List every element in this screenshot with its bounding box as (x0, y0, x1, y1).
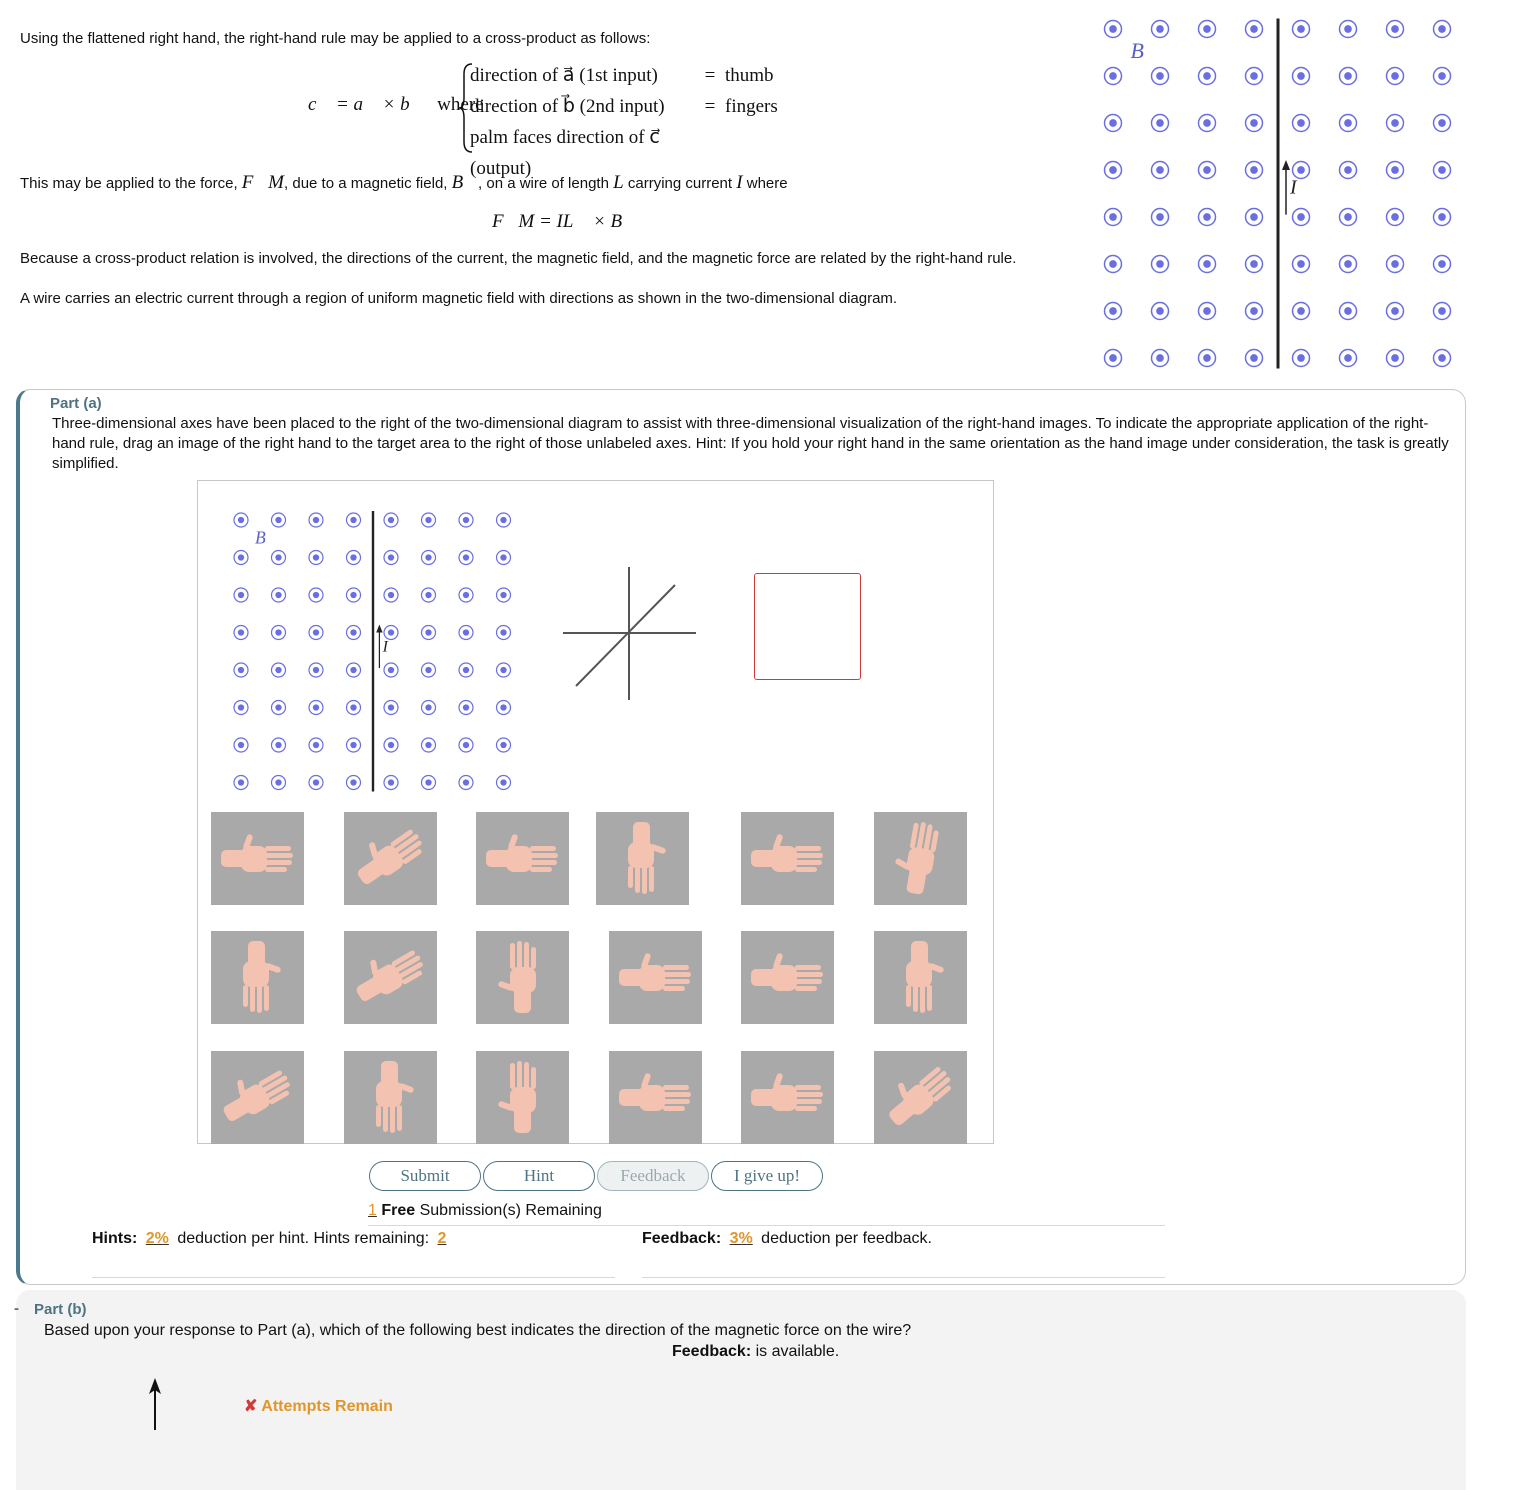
part-b-question: Based upon your response to Part (a), which of the following best indicates the direction of the magnetic force on the wire? (44, 1322, 912, 1339)
field-out-of-page-icon (384, 738, 398, 752)
field-out-of-page-icon (309, 588, 323, 602)
field-out-of-page-icon (497, 551, 511, 565)
field-out-of-page-icon (1105, 115, 1122, 132)
right-hand-icon (874, 812, 967, 905)
3d-axes-icon (560, 565, 700, 705)
field-out-of-page-icon (497, 701, 511, 715)
field-out-of-page-icon (1199, 303, 1216, 320)
feedback-label: Feedback: (642, 1230, 722, 1247)
field-out-of-page-icon (384, 701, 398, 715)
field-out-of-page-icon (1199, 68, 1216, 85)
right-hand-rule-table (470, 60, 778, 184)
field-out-of-page-icon (234, 588, 248, 602)
field-out-of-page-icon (1199, 21, 1216, 38)
field-out-of-page-icon (234, 776, 248, 790)
field-out-of-page-icon (1246, 115, 1263, 132)
field-out-of-page-icon (497, 738, 511, 752)
field-out-of-page-icon (1152, 209, 1169, 226)
field-out-of-page-icon (1340, 209, 1357, 226)
field-out-of-page-icon (1152, 115, 1169, 132)
field-out-of-page-icon (1387, 21, 1404, 38)
text: , on a wire of length (478, 175, 609, 192)
hand-image-tile[interactable] (741, 931, 834, 1024)
rule-row-left: palm faces direction of c⃗ (output) (470, 127, 660, 179)
field-out-of-page-icon (234, 738, 248, 752)
field-out-of-page-icon (1434, 21, 1451, 38)
field-out-of-page-icon (1152, 350, 1169, 367)
field-out-of-page-icon (422, 626, 436, 640)
field-out-of-page-icon (459, 776, 473, 790)
field-out-of-page-icon (1387, 68, 1404, 85)
field-out-of-page-icon (1434, 256, 1451, 273)
right-hand-icon (476, 931, 569, 1024)
field-out-of-page-icon (497, 626, 511, 640)
field-out-of-page-icon (1387, 115, 1404, 132)
field-out-of-page-icon (272, 551, 286, 565)
field-out-of-page-icon (1340, 68, 1357, 85)
hints-pct: 2% (145, 1230, 169, 1247)
field-out-of-page-icon (309, 663, 323, 677)
field-out-of-page-icon (1387, 162, 1404, 179)
hand-image-tile[interactable] (344, 1051, 437, 1144)
feedback-label: Feedback: (672, 1343, 752, 1360)
hints-remaining: 2 (437, 1230, 447, 1247)
field-out-of-page-icon (272, 513, 286, 527)
field-out-of-page-icon (272, 701, 286, 715)
formula-lhs: c⃗ = a⃗ × b⃗ (308, 94, 425, 115)
rule-row (470, 60, 778, 91)
rule-row-left: direction of a⃗ (1st input) (470, 65, 658, 86)
hints-info (92, 1230, 446, 1248)
hand-image-tile[interactable] (476, 1051, 569, 1144)
status-text: Attempts Remain (261, 1398, 393, 1415)
field-out-of-page-icon (1199, 256, 1216, 273)
field-out-of-page-icon (1199, 209, 1216, 226)
intro-line-3: Because a cross-product relation is involved, the directions of the current, the magnetic field, and the magnetic force are related by the right-hand rule. (20, 250, 1017, 267)
field-out-of-page-icon (1199, 350, 1216, 367)
field-out-of-page-icon (384, 588, 398, 602)
field-out-of-page-icon (459, 513, 473, 527)
field-out-of-page-icon (422, 663, 436, 677)
feedback-text: deduction per feedback. (761, 1230, 932, 1247)
field-label: B⃗ (1130, 38, 1162, 64)
field-out-of-page-icon (1152, 21, 1169, 38)
current-label: I (1290, 176, 1297, 199)
right-hand-icon (211, 812, 304, 905)
field-out-of-page-icon (234, 663, 248, 677)
right-hand-icon (741, 1051, 834, 1144)
field-out-of-page-icon (1340, 350, 1357, 367)
field-out-of-page-icon (459, 663, 473, 677)
equals-sign: = (704, 96, 716, 117)
field-out-of-page-icon (497, 776, 511, 790)
rule-row (470, 91, 778, 122)
hand-image-tile[interactable] (344, 931, 437, 1024)
part-a-instructions: Three-dimensional axes have been placed to the right of the two-dimensional diagram to assist with three-dimensional visualization of the right-hand images. To indicate the appropriate application of the right-hand rule, drag an image of the right hand to the target area to the right of those unlabeled axes. Hint: If you hold your right hand in the same orientation as the hand image under consideration, the task is greatly simplified. (52, 415, 1449, 472)
hand-image-tile[interactable] (874, 812, 967, 905)
field-out-of-page-icon (1434, 209, 1451, 226)
rule-row-right: thumb (725, 65, 774, 86)
right-hand-icon (344, 931, 437, 1024)
field-out-of-page-icon (1105, 209, 1122, 226)
right-hand-icon (476, 812, 569, 905)
field-out-of-page-icon (1199, 115, 1216, 132)
field-out-of-page-icon (272, 626, 286, 640)
x-mark-icon: ✘ (244, 1398, 258, 1415)
field-out-of-page-icon (1340, 162, 1357, 179)
right-hand-icon (741, 812, 834, 905)
right-hand-icon (344, 1051, 437, 1144)
field-out-of-page-icon (1105, 21, 1122, 38)
field-out-of-page-icon (459, 588, 473, 602)
divider (642, 1277, 1165, 1278)
field-out-of-page-icon (459, 626, 473, 640)
field-out-of-page-icon (272, 663, 286, 677)
field-out-of-page-icon (1152, 303, 1169, 320)
field-out-of-page-icon (1246, 162, 1263, 179)
hints-label: Hints: (92, 1230, 138, 1247)
field-out-of-page-icon (347, 663, 361, 677)
right-hand-icon (596, 812, 689, 905)
hand-image-tile[interactable] (874, 931, 967, 1024)
field-out-of-page-icon (422, 513, 436, 527)
text: , due to a magnetic field, (284, 175, 448, 192)
field-out-of-page-icon (309, 513, 323, 527)
field-out-of-page-icon (1105, 350, 1122, 367)
field-out-of-page-icon (309, 776, 323, 790)
equals-sign: = (704, 65, 716, 86)
field-out-of-page-icon (1340, 256, 1357, 273)
right-hand-icon (609, 931, 702, 1024)
divider (92, 1277, 615, 1278)
field-out-of-page-icon (1246, 350, 1263, 367)
field-out-of-page-icon (459, 738, 473, 752)
field-out-of-page-icon (234, 513, 248, 527)
submissions-remaining (368, 1202, 602, 1220)
formula-where: where (437, 94, 484, 115)
field-out-of-page-icon (1152, 256, 1169, 273)
field-out-of-page-icon (1152, 68, 1169, 85)
field-out-of-page-icon (1340, 115, 1357, 132)
field-out-of-page-icon (1293, 303, 1310, 320)
hand-image-tile[interactable] (344, 812, 437, 905)
field-out-of-page-icon (422, 701, 436, 715)
rule-row-right: fingers (725, 96, 778, 117)
right-hand-icon (344, 812, 437, 905)
current-label: I (382, 638, 388, 656)
hand-image-tile[interactable] (476, 812, 569, 905)
hand-image-tile[interactable] (211, 1051, 304, 1144)
field-out-of-page-icon (1434, 303, 1451, 320)
field-out-of-page-icon (234, 626, 248, 640)
right-hand-icon (609, 1051, 702, 1144)
field-out-of-page-icon (1434, 68, 1451, 85)
part-a-title: Part (a) (50, 395, 102, 412)
intro-line-4: A wire carries an electric current through a region of uniform magnetic field with directions as shown in the two-dimensional diagram. (20, 290, 898, 307)
field-out-of-page-icon (1387, 303, 1404, 320)
part-b-panel (16, 1290, 1466, 1490)
submit-button[interactable]: Submit (369, 1161, 481, 1191)
divider (368, 1225, 1165, 1226)
field-out-of-page-icon (234, 551, 248, 565)
field-out-of-page-icon (1387, 209, 1404, 226)
field-out-of-page-icon (1246, 68, 1263, 85)
text: where (746, 175, 788, 192)
hand-image-tile[interactable] (741, 812, 834, 905)
hand-drop-target[interactable] (754, 573, 861, 680)
magnetic-field-diagram-small (225, 505, 525, 800)
right-hand-icon (211, 1051, 304, 1144)
field-out-of-page-icon (347, 588, 361, 602)
field-out-of-page-icon (309, 626, 323, 640)
field-symbol: B⃗ (451, 172, 479, 193)
field-out-of-page-icon (1105, 256, 1122, 273)
field-out-of-page-icon (347, 701, 361, 715)
field-out-of-page-icon (384, 663, 398, 677)
field-out-of-page-icon (422, 776, 436, 790)
field-out-of-page-icon (1293, 209, 1310, 226)
field-out-of-page-icon (1387, 256, 1404, 273)
hand-image-tile[interactable] (609, 1051, 702, 1144)
field-out-of-page-icon (1152, 162, 1169, 179)
field-out-of-page-icon (309, 551, 323, 565)
hand-image-tile[interactable] (596, 812, 689, 905)
field-out-of-page-icon (1246, 209, 1263, 226)
right-hand-icon (211, 931, 304, 1024)
field-out-of-page-icon (347, 513, 361, 527)
hints-text: deduction per hint. Hints remaining: (177, 1230, 430, 1247)
field-out-of-page-icon (1434, 162, 1451, 179)
field-out-of-page-icon (422, 738, 436, 752)
right-hand-icon (741, 931, 834, 1024)
field-out-of-page-icon (384, 513, 398, 527)
field-out-of-page-icon (272, 588, 286, 602)
feedback-info (642, 1230, 932, 1248)
right-hand-icon (874, 931, 967, 1024)
field-out-of-page-icon (1434, 350, 1451, 367)
right-hand-icon (874, 1051, 967, 1144)
hand-image-tile[interactable] (741, 1051, 834, 1144)
length-symbol: L (613, 172, 624, 193)
submissions-free: Free (381, 1202, 416, 1219)
intro-line-2 (20, 172, 788, 194)
right-hand-icon (476, 1051, 569, 1144)
feedback-button: Feedback (597, 1161, 709, 1191)
field-out-of-page-icon (1340, 21, 1357, 38)
hint-button[interactable]: Hint (483, 1161, 595, 1191)
part-b-feedback (672, 1343, 839, 1361)
current-symbol: I (736, 172, 743, 193)
hand-image-tile[interactable] (211, 812, 304, 905)
field-out-of-page-icon (347, 626, 361, 640)
field-out-of-page-icon (347, 738, 361, 752)
feedback-pct: 3% (729, 1230, 753, 1247)
field-out-of-page-icon (1340, 303, 1357, 320)
field-out-of-page-icon (422, 551, 436, 565)
feedback-text: is available. (755, 1343, 840, 1360)
field-out-of-page-icon (1105, 303, 1122, 320)
field-out-of-page-icon (309, 738, 323, 752)
field-out-of-page-icon (1246, 303, 1263, 320)
hand-image-tile[interactable] (211, 931, 304, 1024)
field-out-of-page-icon (1293, 350, 1310, 367)
field-out-of-page-icon (1293, 256, 1310, 273)
submissions-count: 1 (368, 1202, 377, 1219)
hand-image-tile[interactable] (874, 1051, 967, 1144)
field-out-of-page-icon (1199, 162, 1216, 179)
field-out-of-page-icon (384, 551, 398, 565)
rule-row-left: direction of b⃗ (2nd input) (470, 96, 665, 117)
hand-image-tile[interactable] (476, 931, 569, 1024)
text: carrying current (627, 175, 733, 192)
field-out-of-page-icon (1105, 68, 1122, 85)
force-symbol: F⃗M (241, 172, 285, 193)
field-out-of-page-icon (497, 588, 511, 602)
field-out-of-page-icon (1246, 21, 1263, 38)
field-out-of-page-icon (234, 701, 248, 715)
part-b-title: Part (b) (34, 1301, 87, 1318)
field-out-of-page-icon (459, 701, 473, 715)
field-out-of-page-icon (1293, 21, 1310, 38)
field-out-of-page-icon (384, 776, 398, 790)
magnetic-field-diagram (1095, 10, 1465, 375)
field-out-of-page-icon (1246, 256, 1263, 273)
collapse-dash[interactable]: - (14, 1300, 19, 1317)
field-out-of-page-icon (1387, 350, 1404, 367)
field-out-of-page-icon (497, 663, 511, 677)
field-out-of-page-icon (272, 738, 286, 752)
field-out-of-page-icon (347, 776, 361, 790)
attempts-status (244, 1396, 393, 1416)
field-out-of-page-icon (1293, 68, 1310, 85)
field-out-of-page-icon (1293, 115, 1310, 132)
give-up-button[interactable]: I give up! (711, 1161, 823, 1191)
field-out-of-page-icon (347, 551, 361, 565)
field-out-of-page-icon (1105, 162, 1122, 179)
force-equation: F⃗M = IL⃗ × B⃗ (492, 211, 637, 232)
field-label: B⃗ (254, 527, 280, 548)
field-out-of-page-icon (422, 588, 436, 602)
submissions-text: Submission(s) Remaining (419, 1202, 602, 1219)
up-arrow-icon[interactable] (145, 1378, 165, 1432)
field-out-of-page-icon (497, 513, 511, 527)
intro-line-1: Using the flattened right hand, the right-hand rule may be applied to a cross-product as follows: (20, 30, 651, 47)
field-out-of-page-icon (272, 776, 286, 790)
field-out-of-page-icon (1434, 115, 1451, 132)
field-out-of-page-icon (309, 701, 323, 715)
hand-image-tile[interactable] (609, 931, 702, 1024)
text: This may be applied to the force, (20, 175, 238, 192)
field-out-of-page-icon (459, 551, 473, 565)
